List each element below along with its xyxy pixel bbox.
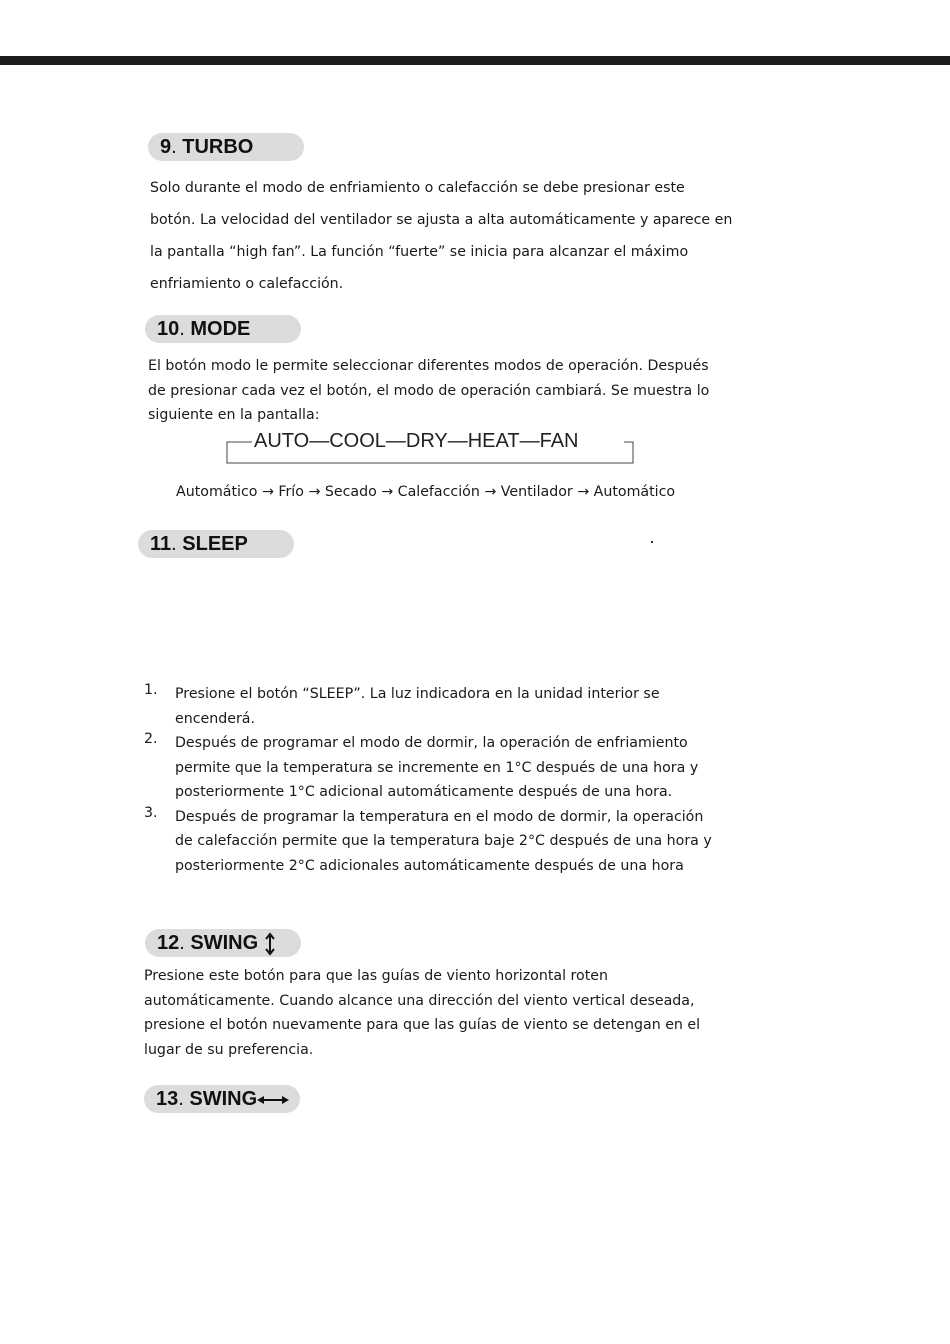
text-line: Presione este botón para que las guías de viento horizontal roten xyxy=(144,968,609,984)
text-line: botón. La velocidad del ventilador se ajusta a alta automáticamente y aparece en xyxy=(150,212,733,228)
text-line: encenderá. xyxy=(175,710,256,727)
section-title: TURBO xyxy=(182,136,254,158)
section-title: SWING xyxy=(189,1088,258,1110)
mode-cycle-diagram xyxy=(226,428,634,464)
section-title: SLEEP xyxy=(182,533,248,555)
sleep-steps-list xyxy=(144,682,712,878)
list-item xyxy=(144,731,712,805)
section-number: 13 xyxy=(156,1088,179,1110)
section-number: 9 xyxy=(160,136,172,158)
stray-dot xyxy=(651,541,653,543)
mode-cycle-caption: Automático → Frío → Secado → Calefacción → Ventilador → Automático xyxy=(176,484,676,500)
text-line: Después de programar la temperatura en el modo de dormir, la operación xyxy=(175,808,704,825)
section-title: MODE xyxy=(190,318,251,340)
text-line: Después de programar el modo de dormir, la operación de enfriamiento xyxy=(175,735,688,751)
text-line: de calefacción permite que la temperatura baje 2°C después de una hora y xyxy=(175,833,712,849)
section-heading-turbo: 9. TURBO xyxy=(148,133,304,161)
text-line: permite que la temperatura se incremente en 1°C después de una hora y xyxy=(175,759,699,776)
swing-vertical-description xyxy=(144,964,700,1062)
text-line: enfriamiento o calefacción. xyxy=(150,276,344,292)
section-title: SWING xyxy=(190,932,259,954)
step-number: 1. xyxy=(144,682,158,698)
section-number: 11 xyxy=(150,533,172,555)
text-line: posteriormente 2°C adicionales automáticamente después de una hora xyxy=(175,857,684,874)
section-number: 10 xyxy=(157,318,180,340)
top-rule xyxy=(0,56,950,65)
turbo-description xyxy=(150,172,732,300)
list-item xyxy=(144,682,712,731)
section-heading-mode: 10. MODE xyxy=(145,315,301,343)
text-line: automáticamente. Cuando alcance una dirección del viento vertical deseada, xyxy=(144,992,695,1009)
text-line: Presione el botón “SLEEP”. La luz indicadora en la unidad interior se xyxy=(175,686,660,702)
step-number: 2. xyxy=(144,731,158,747)
text-line: la pantalla “high fan”. La función “fuerte” se inicia para alcanzar el máximo xyxy=(150,244,689,260)
text-line: de presionar cada vez el botón, el modo de operación cambiará. Se muestra lo xyxy=(148,382,710,399)
text-line: presione el botón nuevamente para que las guías de viento se detengan en el xyxy=(144,1017,701,1033)
section-number: 12 xyxy=(157,932,180,954)
list-item xyxy=(144,805,712,879)
text-line: Solo durante el modo de enfriamiento o calefacción se debe presionar este xyxy=(150,180,685,196)
section-heading-sleep: 11. SLEEP xyxy=(138,530,294,558)
section-heading-swing-vertical: 12. SWING xyxy=(145,929,301,957)
text-line: El botón modo le permite seleccionar diferentes modos de operación. Después xyxy=(148,358,709,374)
text-line: siguiente en la pantalla: xyxy=(148,407,320,423)
text-line: posteriormente 1°C adicional automáticamente después de una hora. xyxy=(175,784,673,800)
section-heading-swing-horizontal: 13. SWING xyxy=(144,1085,300,1113)
horizontal-arrows-icon xyxy=(257,1094,289,1106)
step-number: 3. xyxy=(144,804,158,821)
mode-description xyxy=(148,354,709,428)
text-line: lugar de su preferencia. xyxy=(144,1041,314,1058)
vertical-arrows-icon xyxy=(264,932,276,956)
mode-cycle-label: AUTO—COOL—DRY—HEAT—FAN xyxy=(254,430,579,452)
